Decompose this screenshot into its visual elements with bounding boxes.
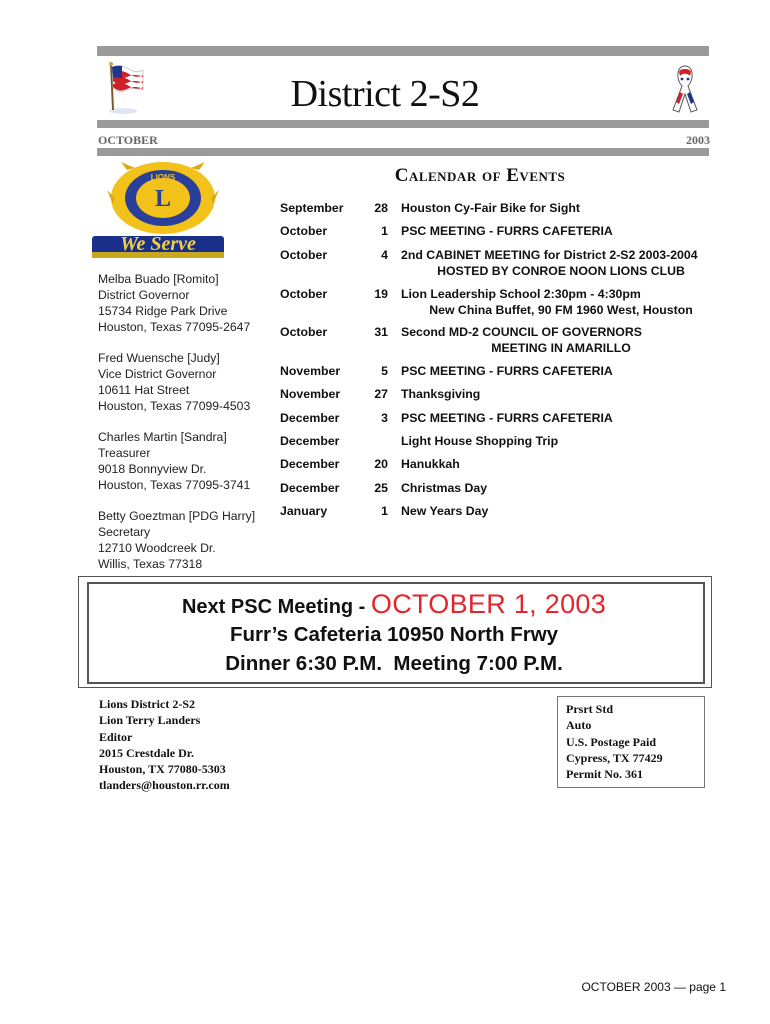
event-text: Hanukkah [401,457,460,471]
event-day: 4 [381,248,388,262]
postage-indicia [566,701,663,782]
event-month: November [280,387,341,401]
officers-list [98,271,278,587]
event-day: 1 [381,504,388,518]
issue-year: 2003 [686,133,710,147]
event-month: October [280,325,328,339]
event-day: 5 [381,364,388,378]
event-text: PSC MEETING - FURRS CAFETERIA [401,224,613,238]
we-serve-text: We Serve [120,233,196,255]
return-line: Lions District 2-S2 [99,697,195,711]
page-footer: OCTOBER 2003 — page 1 [581,980,726,994]
officer-role: Vice District Governor [98,367,217,381]
event-text [401,324,721,356]
officer-treasurer [98,429,278,493]
event-text: PSC MEETING - FURRS CAFETERIA [401,364,613,378]
postage-line: Cypress, TX 77429 [566,750,663,765]
officer-name: Betty Goeztman [PDG Harry] [98,509,256,523]
lions-emblem-text: LIONS [150,173,176,182]
event-day: 20 [374,457,388,471]
officer-name: Charles Martin [Sandra] [98,430,227,444]
event-month: September [280,201,344,215]
officer-role: District Governor [98,288,190,302]
postage-line: Auto [566,718,592,733]
event-line-1: Lion Leadership School 2:30pm - 4:30pm [401,287,641,301]
newsletter-title: District 2-S2 [290,73,480,115]
event-text [401,247,721,279]
psc-label: Next PSC Meeting - [181,596,371,618]
event-day: 27 [374,387,388,401]
top-rule [97,46,709,56]
event-day: 28 [374,201,388,215]
event-day: 31 [374,325,388,339]
officer-role: Treasurer [98,446,151,460]
return-line: Lion Terry Landers [99,713,201,728]
event-day: 3 [381,411,388,425]
psc-heading [87,589,701,620]
calendar-title: Calendar of Events [394,165,566,186]
officer-city: Willis, Texas 77318 [98,557,203,571]
event-month: November [280,364,341,378]
event-day: 19 [374,287,388,301]
event-month: October [280,224,328,238]
officer-district-governor [98,271,278,335]
officer-street: 15734 Ridge Park Drive [98,304,228,318]
event-line-2: HOSTED BY CONROE NOON LIONS CLUB [437,264,685,278]
date-rule [97,148,709,156]
event-month: December [280,481,340,495]
event-day: 25 [374,481,388,495]
officer-name: Melba Buado [Romito] [98,272,219,286]
lions-emblem-letter: L [154,186,172,212]
officer-secretary [98,508,278,572]
issue-month: OCTOBER [98,133,158,147]
event-month: December [280,457,340,471]
psc-place: Furr’s Cafeteria 10950 North Frwy [229,623,559,646]
event-line-2: MEETING IN AMARILLO [491,341,631,355]
event-month: December [280,411,340,425]
we-serve-logo [90,232,226,262]
event-text: Thanksgiving [401,387,481,401]
officer-street: 10611 Hat Street [98,383,190,397]
event-line-1: 2nd CABINET MEETING for District 2-S2 2003-2004 [401,248,698,262]
event-line-2: New China Buffet, 90 FM 1960 West, Houston [429,303,693,317]
officer-name: Fred Wuensche [Judy] [98,351,220,365]
event-text: PSC MEETING - FURRS CAFETERIA [401,411,613,425]
event-line-1: Second MD-2 COUNCIL OF GOVERNORS [401,325,642,339]
postage-line: Permit No. 361 [566,767,643,782]
officer-street: 9018 Bonnyview Dr. [98,462,207,476]
postage-line: Prsrt Std [566,702,613,716]
return-line: 2015 Crestdale Dr. [99,745,194,760]
officer-role: Secretary [98,525,151,539]
event-month: January [280,504,328,518]
event-month: October [280,287,328,301]
event-month: December [280,434,340,448]
officer-city: Houston, Texas 77099-4503 [98,399,251,413]
officer-vice-district-governor [98,350,278,414]
event-text: New Years Day [401,504,489,518]
return-line: Editor [99,729,133,744]
psc-times: Dinner 6:30 P.M. Meeting 7:00 P.M. [225,652,563,675]
event-text: Christmas Day [401,481,488,495]
event-text: Houston Cy-Fair Bike for Sight [401,201,580,215]
event-month: October [280,248,328,262]
return-line: Houston, TX 77080-5303 [99,762,226,777]
postage-line: U.S. Postage Paid [566,734,656,749]
return-line: tlanders@houston.rr.com [99,778,230,793]
mid-rule [97,120,709,128]
officer-city: Houston, Texas 77095-2647 [98,320,251,334]
event-day: 1 [381,224,388,238]
psc-date: OCTOBER 1, 2003 [370,589,607,619]
officer-city: Houston, Texas 77095-3741 [98,478,251,492]
event-text [401,286,721,318]
return-address [99,696,230,794]
event-text: Light House Shopping Trip [401,434,559,448]
officer-street: 12710 Woodcreek Dr. [98,541,216,555]
